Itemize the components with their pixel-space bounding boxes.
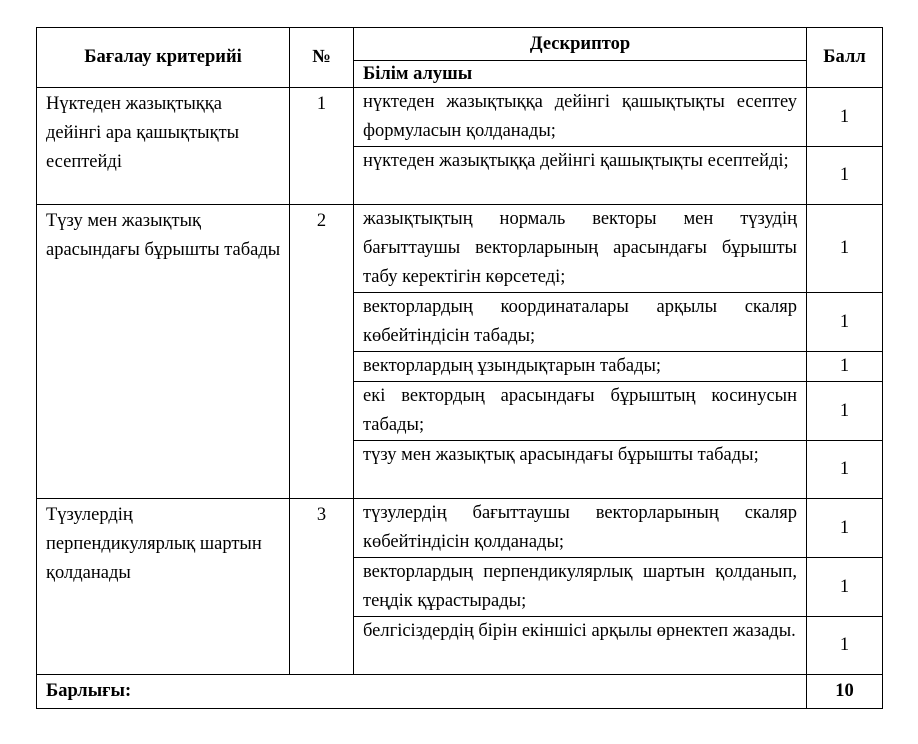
criterion-name: Түзу мен жазықтық арасындағы бұрышты табады: [37, 205, 290, 499]
descriptor-text: белгісіздердің бірін екіншісі арқылы өрнектеп жазады.: [354, 617, 807, 675]
criterion-number: 2: [290, 205, 354, 499]
descriptor-text: векторлардың ұзындықтарын табады;: [354, 352, 807, 382]
assessment-rubric-table: [36, 27, 883, 709]
criterion-name: Түзулердің перпендикулярлық шартын қолданады: [37, 499, 290, 675]
criteria-header: Бағалау критерийі: [37, 28, 290, 88]
number-header: №: [290, 28, 354, 88]
descriptor-text: нүктеден жазықтыққа дейінгі қашықтықты есептейді;: [354, 147, 807, 205]
descriptor-header: Дескриптор: [354, 28, 807, 61]
descriptor-text: екі вектордың арасындағы бұрыштың косинусын табады;: [354, 382, 807, 441]
descriptor-score: 1: [807, 88, 883, 147]
total-score: 10: [807, 675, 883, 709]
descriptor-score: 1: [807, 293, 883, 352]
descriptor-score: 1: [807, 382, 883, 441]
descriptor-text: векторлардың перпендикулярлық шартын қолданып, теңдік құрастырады;: [354, 558, 807, 617]
descriptor-score: 1: [807, 205, 883, 293]
descriptor-score: 1: [807, 499, 883, 558]
student-subheader: Білім алушы: [354, 61, 807, 88]
descriptor-score: 1: [807, 617, 883, 675]
descriptor-score: 1: [807, 441, 883, 499]
criterion-name: Нүктеден жазықтыққа дейінгі ара қашықтықты есептейді: [37, 88, 290, 205]
criterion-number: 1: [290, 88, 354, 205]
descriptor-score: 1: [807, 147, 883, 205]
descriptor-score: 1: [807, 352, 883, 382]
descriptor-text: түзу мен жазықтық арасындағы бұрышты табады;: [354, 441, 807, 499]
descriptor-score: 1: [807, 558, 883, 617]
descriptor-text: түзулердің бағыттаушы векторларының скаляр көбейтіндісін қолданады;: [354, 499, 807, 558]
total-label: Барлығы:: [37, 675, 807, 709]
criterion-number: 3: [290, 499, 354, 675]
descriptor-text: векторлардың координаталары арқылы скаляр көбейтіндісін табады;: [354, 293, 807, 352]
descriptor-text: жазықтықтың нормаль векторы мен түзудің бағыттаушы векторларының арасындағы бұрышты табу керектігін көрсетеді;: [354, 205, 807, 293]
descriptor-text: нүктеден жазықтыққа дейінгі қашықтықты есептеу формуласын қолданады;: [354, 88, 807, 147]
score-header: Балл: [807, 28, 883, 88]
